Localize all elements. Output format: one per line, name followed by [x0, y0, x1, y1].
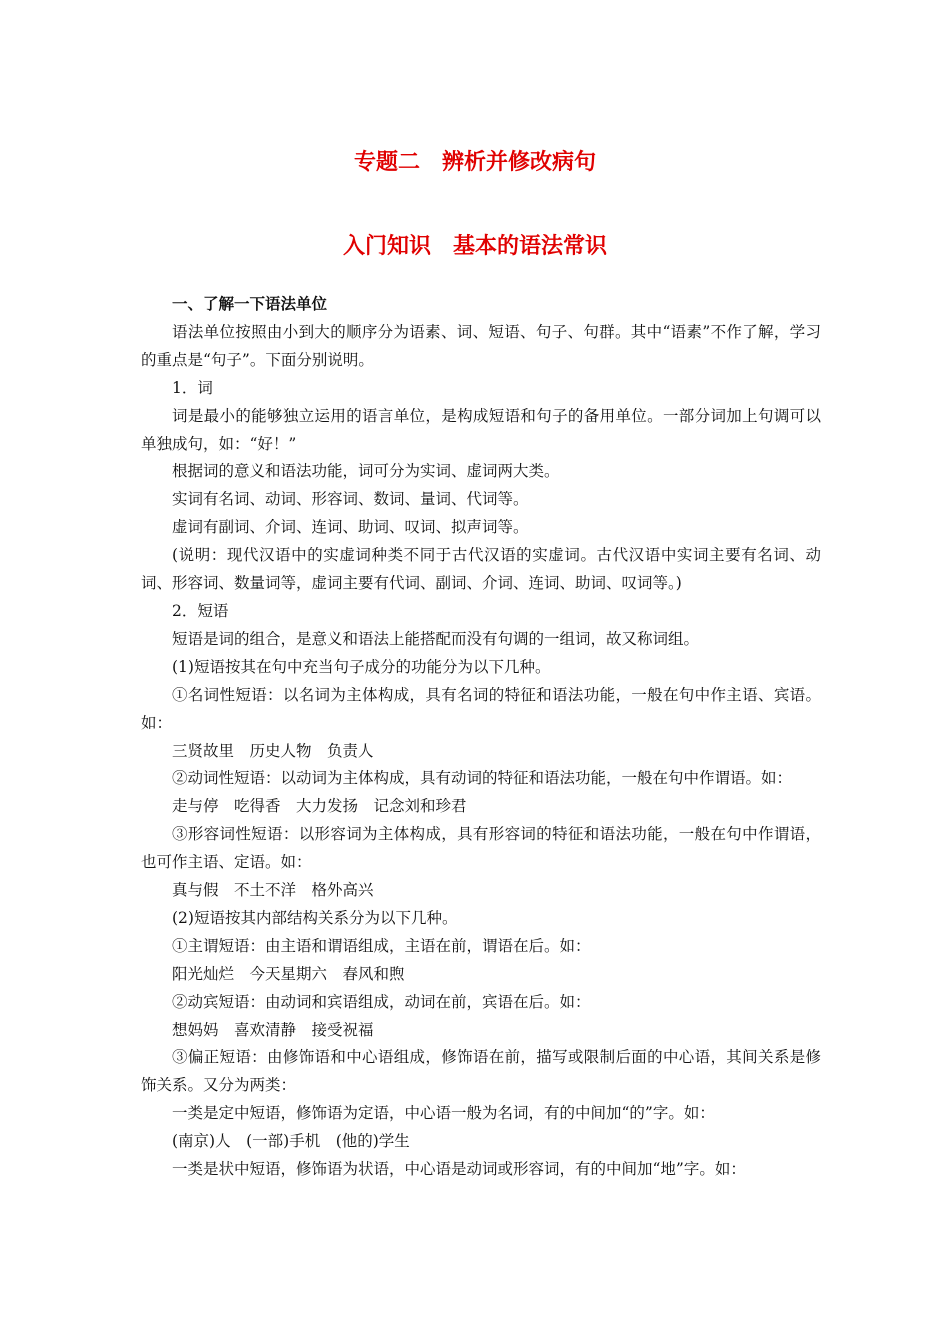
example-line: 想妈妈 喜欢清静 接受祝福 [172, 1020, 374, 1039]
paragraph: ③形容词性短语：以形容词为主体构成，具有形容词的特征和语法功能，一般在句中作谓语，也可作主语、定语。如： [141, 825, 821, 872]
paragraph: 虚词有副词、介词、连词、助词、叹词、拟声词等。 [172, 518, 529, 537]
paragraph: 根据词的意义和语法功能，词可分为实词、虚词两大类。 [172, 462, 560, 481]
paragraph: ①主谓短语：由主语和谓语组成，主语在前，谓语在后。如： [172, 936, 591, 955]
paragraph: ①名词性短语：以名词为主体构成，具有名词的特征和语法功能，一般在句中作主语、宾语。如： [141, 685, 821, 732]
heading-grammar-units: 一、了解一下语法单位 [172, 295, 328, 313]
paragraph: 语法单位按照由小到大的顺序分为语素、词、短语、句子、句群。其中“语素”不作了解，学习的重点是“句子”。下面分别说明。 [141, 322, 821, 369]
document-body [141, 291, 821, 1184]
subheading-phrase: 2．短语 [172, 601, 229, 620]
document-title: 专题二 辨析并修改病句 [353, 150, 596, 175]
paragraph: ③偏正短语：由修饰语和中心语组成，修饰语在前，描写或限制后面的中心语，其间关系是修饰关系。又分为两类： [141, 1048, 821, 1095]
paragraph: 一类是状中短语，修饰语为状语，中心语是动词或形容词，有的中间加“地”字。如： [172, 1160, 746, 1179]
paragraph: ②动宾短语：由动词和宾语组成，动词在前，宾语在后。如： [172, 992, 591, 1011]
paragraph: (说明：现代汉语中的实虚词种类不同于古代汉语的实虚词。古代汉语中实词主要有名词、动词、形容词、数量词等，虚词主要有代词、副词、介词、连词、助词、叹词等。) [141, 546, 821, 593]
paragraph: 一类是定中短语，修饰语为定语，中心语一般为名词，有的中间加“的”字。如： [172, 1104, 715, 1123]
example-line: 真与假 不土不洋 格外高兴 [172, 881, 374, 900]
paragraph: 实词有名词、动词、形容词、数词、量词、代词等。 [172, 490, 529, 509]
example-line: (南京)人 (一部)手机 (他的)学生 [172, 1132, 410, 1151]
paragraph: 词是最小的能够独立运用的语言单位，是构成短语和句子的备用单位。一部分词加上句调可以单独成句，如：“好！” [141, 406, 821, 453]
paragraph: 短语是词的组合，是意义和语法上能搭配而没有句调的一组词，故又称词组。 [172, 629, 700, 648]
example-line: 走与停 吃得香 大力发扬 记念刘和珍君 [172, 797, 467, 816]
example-line: 阳光灿烂 今天星期六 春风和煦 [172, 964, 405, 983]
section-title: 入门知识 基本的语法常识 [342, 234, 607, 259]
paragraph: (2)短语按其内部结构关系分为以下几种。 [172, 908, 458, 927]
paragraph: (1)短语按其在句中充当句子成分的功能分为以下几种。 [172, 657, 551, 676]
subheading-word: 1．词 [172, 378, 213, 397]
paragraph: ②动词性短语：以动词为主体构成，具有动词的特征和语法功能，一般在句中作谓语。如： [172, 769, 793, 788]
example-line: 三贤故里 历史人物 负责人 [172, 741, 374, 760]
